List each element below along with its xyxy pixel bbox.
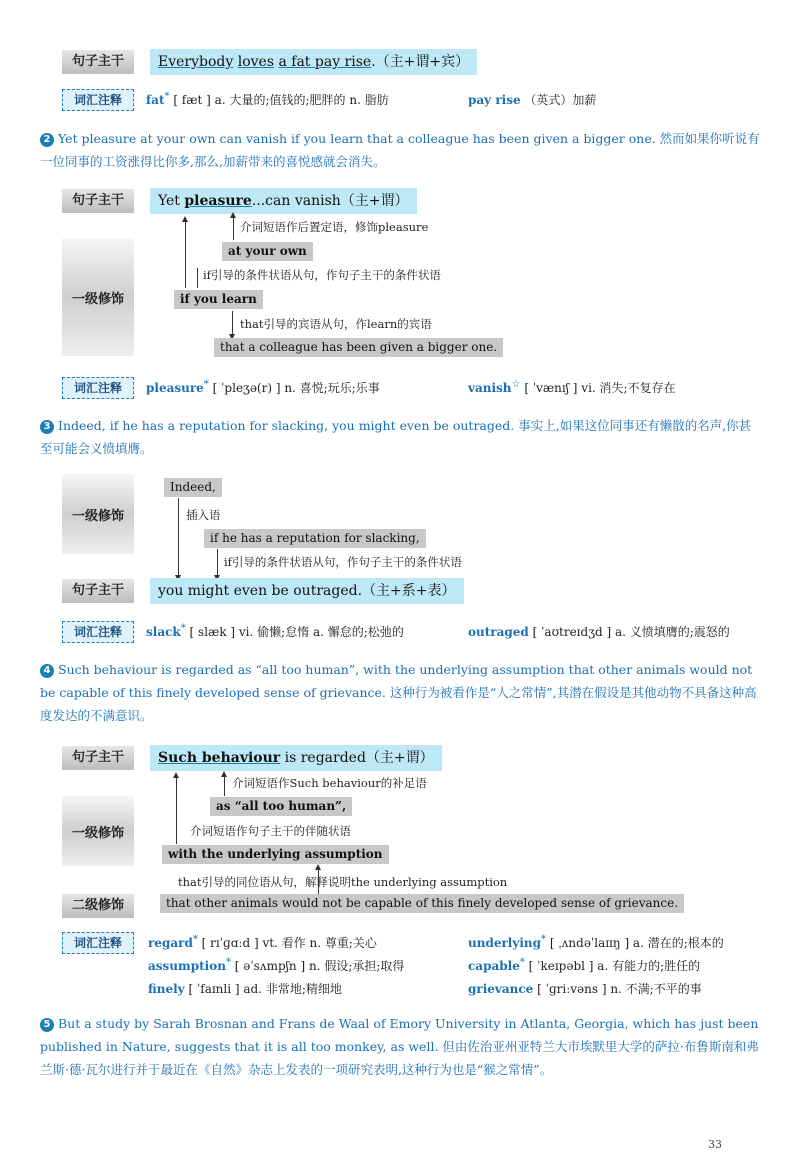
vocab-star: * (519, 957, 525, 968)
note-condition: if引导的条件状语从句，作句子主干的条件状语 (203, 268, 441, 282)
vocab-def: [ ˈkeɪpəbl ] a. 有能力的;胜任的 (528, 959, 701, 973)
main-subject: Everybody (158, 54, 234, 70)
modifier-box: at your own (222, 242, 313, 261)
modifier-box: that other animals would not be capable of this finely developed sense of grievance. (160, 894, 684, 913)
paragraph-4 (40, 658, 760, 727)
vocab-entry (146, 379, 380, 396)
connector-line (233, 216, 234, 240)
connector-line (224, 776, 225, 796)
vocab-word: capable (468, 959, 520, 973)
sentence-main-box (150, 188, 417, 214)
vocab-word: regard (148, 936, 193, 950)
vocab-word: finely (148, 982, 185, 996)
note-parenthetical: 插入语 (186, 508, 221, 522)
arrow-up-icon (230, 212, 236, 218)
main-subject: Such behaviour (158, 750, 281, 766)
vocab-star: ☆ (511, 379, 521, 390)
vocab-entry (468, 980, 702, 997)
label-sentence-main: 句子主干 (62, 189, 134, 213)
label-vocab: 词汇注释 (62, 932, 134, 954)
label-vocab: 词汇注释 (62, 377, 134, 399)
label-sentence-main: 句子主干 (62, 579, 134, 603)
note-condition: if引导的条件状语从句，作句子主干的条件状语 (224, 555, 462, 569)
vocab-star: * (203, 379, 209, 390)
arrow-up-icon (315, 864, 321, 870)
paragraph-2 (40, 127, 760, 173)
connector-line (197, 268, 198, 288)
vocab-word: assumption (148, 959, 226, 973)
label-sentence-main: 句子主干 (62, 50, 134, 74)
paragraph-text: Such behaviour is regarded as “all too human”, with the underlying assumption that other animals would not be capable of this finely developed sense of grievance. 这种行为被看作是“人之常情”,其潜在假设是其他动物不具备这种高度发达的不满意识。 (40, 662, 757, 723)
vocab-def: [ əˈsʌmpʃn ] n. 假设;承担;取得 (234, 959, 405, 973)
vocab-word: pay rise (468, 93, 521, 107)
vocab-def: [ ˈɡriːvəns ] n. 不满;不平的事 (537, 982, 702, 996)
arrow-up-icon (173, 772, 179, 778)
connector-line (217, 549, 218, 577)
vocab-star: * (541, 934, 547, 945)
paragraph-3 (40, 414, 760, 460)
main-structure: .（主+谓+宾） (371, 54, 470, 70)
vocab-entry (148, 980, 342, 997)
note-adverbial: 介词短语作句子主干的伴随状语 (190, 824, 351, 838)
note-object: that引导的宾语从句，作learn的宾语 (240, 317, 432, 331)
label-second-modifier: 二级修饰 (62, 894, 134, 918)
sentence-main-box: you might even be outraged.（主+系+表） (150, 578, 464, 604)
vocab-def: [ rɪˈɡɑːd ] vt. 看作 n. 尊重;关心 (201, 936, 377, 950)
vocab-word: vanish (468, 381, 512, 395)
vocab-def: [ slæk ] vi. 偷懒;怠惰 a. 懈怠的;松弛的 (189, 625, 404, 639)
vocab-word: outraged (468, 625, 529, 639)
label-vocab: 词汇注释 (62, 89, 134, 111)
modifier-box: with the underlying assumption (162, 845, 389, 864)
vocab-def: [ ˈfaɪnli ] ad. 非常地;精细地 (188, 982, 342, 996)
modifier-box: if he has a reputation for slacking, (204, 529, 426, 548)
main-subject: pleasure (184, 193, 252, 209)
main-verb: loves (237, 54, 275, 70)
vocab-def: [ ˌʌndəˈlaɪɪŋ ] a. 潜在的;根本的 (549, 936, 724, 950)
paragraph-number: 3 (40, 420, 54, 434)
vocab-def: [ ˈvænɪʃ ] vi. 消失;不复存在 (524, 381, 676, 395)
vocab-def: [ ˈaʊtreɪdʒd ] a. 义愤填膺的;震怒的 (532, 625, 730, 639)
vocab-entry (148, 934, 377, 951)
vocab-entry (468, 934, 724, 951)
vocab-entry (468, 379, 676, 396)
paragraph-number: 5 (40, 1018, 54, 1032)
label-vocab: 词汇注释 (62, 621, 134, 643)
label-first-modifier: 一级修饰 (62, 238, 134, 356)
page-number: 33 (708, 1138, 722, 1151)
vocab-word: grievance (468, 982, 534, 996)
modifier-box: if you learn (174, 290, 263, 309)
paragraph-text: Indeed, if he has a reputation for slacking, you might even be outraged. 事实上,如果这位同事还有懒散的名声,你甚至可能会义愤填膺。 (40, 418, 752, 456)
sentence-main-box (150, 49, 477, 75)
main-rest: is regarded（主+谓） (280, 750, 434, 766)
vocab-def: [ fæt ] a. 大量的;值钱的;肥胖的 n. 脂肪 (173, 93, 389, 107)
modifier-box: Indeed, (164, 478, 222, 497)
vocab-def: （英式）加薪 (524, 93, 597, 107)
vocab-entry (468, 623, 730, 640)
main-rest: ...can vanish（主+谓） (251, 193, 409, 209)
vocab-entry (148, 957, 404, 974)
main-conj: Yet (158, 193, 185, 209)
modifier-box: as “all too human”, (210, 797, 352, 816)
vocab-entry (146, 623, 404, 640)
vocab-word: slack (146, 625, 181, 639)
vocab-def: [ ˈpleʒə(r) ] n. 喜悦;玩乐;乐事 (212, 381, 380, 395)
paragraph-number: 4 (40, 664, 54, 678)
vocab-star: * (192, 934, 198, 945)
paragraph-number: 2 (40, 133, 54, 147)
paragraph-text: But a study by Sarah Brosnan and Frans de Waal of Emory University in Atlanta, Georgia, which has just been published in Nature, suggests that it is all too monkey, as well. 但由佐治亚州亚特兰大市埃默里大学的萨拉·布鲁斯南和弗兰斯·德·瓦尔进行并于最近在《自然》杂志上发表的一项研究表明,这种行为也是“猴之常情”。 (40, 1016, 759, 1077)
connector-line (176, 778, 177, 844)
vocab-star: * (225, 957, 231, 968)
vocab-entry (468, 957, 700, 974)
vocab-entry (468, 91, 596, 108)
paragraph-text: Yet pleasure at your own can vanish if you learn that a colleague has been given a bigger one. 然而如果你听说有一位同事的工资涨得比你多,那么,加薪带来的喜悦感就会消失。 (40, 131, 760, 169)
vocab-word: pleasure (146, 381, 204, 395)
modifier-box: that a colleague has been given a bigger one. (214, 338, 503, 357)
label-first-modifier: 一级修饰 (62, 796, 134, 866)
connector-line (178, 498, 179, 578)
main-object: a fat pay rise (278, 54, 372, 70)
note-postmodifier: 介词短语作后置定语，修饰pleasure (240, 220, 429, 234)
vocab-star: * (164, 91, 170, 102)
vocab-entry (146, 91, 389, 108)
label-first-modifier: 一级修饰 (62, 474, 134, 554)
vocab-word: fat (146, 93, 165, 107)
vocab-word: underlying (468, 936, 542, 950)
sentence-main-box (150, 745, 442, 771)
arrow-up-icon (221, 771, 227, 777)
note-appositive: that引导的同位语从句，解释说明the underlying assumption (178, 875, 508, 889)
vocab-star: * (180, 623, 186, 634)
arrow-up-icon (182, 216, 188, 222)
paragraph-5 (40, 1012, 760, 1081)
connector-line (185, 222, 186, 288)
label-sentence-main: 句子主干 (62, 746, 134, 770)
note-complement: 介词短语作Such behaviour的补足语 (232, 776, 427, 790)
